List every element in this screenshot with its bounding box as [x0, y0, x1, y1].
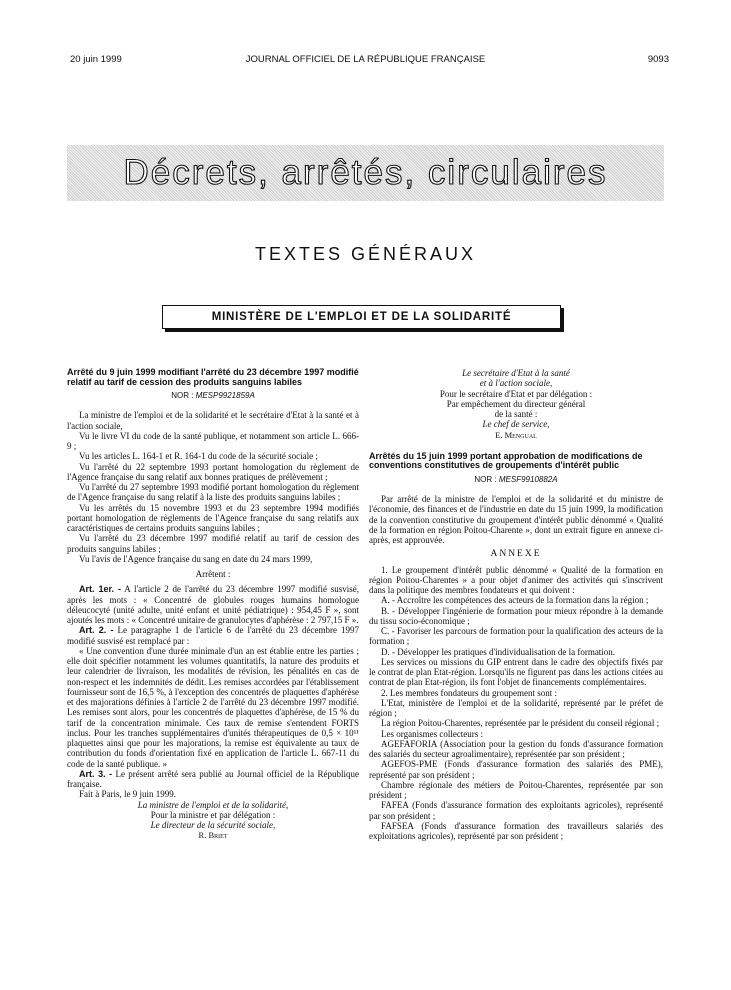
- signature-line: Le chef de service,: [482, 419, 550, 430]
- section-heading: TEXTES GÉNÉRAUX: [254, 244, 477, 264]
- paragraph: D. - Développer les pratiques d'individualisation de la formation.: [381, 646, 616, 657]
- left-column: [67, 368, 359, 841]
- article-2: Art. 2. - Le paragraphe 1 de l'article 6 de l'arrêté du 23 décembre 1997 modifié susvisé est remplacé par :: [67, 625, 359, 646]
- decree-title: Arrêtés du 15 juin 1999 portant approbation de modifications de conventions constitutives de groupements d'intérêt public: [369, 450, 643, 471]
- arretent: Arrêtent :: [195, 569, 231, 579]
- paragraph: L'Etat, ministère de l'emploi et de la solidarité, représenté par le préfet de région ;: [369, 697, 663, 718]
- paragraph: Les organismes collecteurs :: [381, 728, 484, 739]
- paragraph: Chambre régionale des métiers de Poitou-Charentes, représentée par son président ;: [369, 779, 663, 800]
- paragraph: AGEFOS-PME (Fonds d'assurance formation des salariés des PME), représenté par son président ;: [369, 759, 663, 780]
- signature-line: Pour le secrétaire d'Etat et par délégation :: [439, 388, 593, 399]
- annexe-heading: ANNEXE: [490, 549, 542, 560]
- paragraph: FAFEA (Fonds d'assurance formation des exploitants agricoles), représenté par son président ;: [369, 800, 663, 821]
- signature-line: La ministre de l'emploi et de la solidarité,: [137, 799, 289, 810]
- paragraph: Par arrêté de la ministre de l'emploi et de la solidarité et du ministre de l'économie, des finances et de l'industrie en date du 15 juin 1999, la modification de la convention constitutive du groupement d'intérêt public dénommé « Qualité de la formation en région Poitou-Charente », dont un extrait figure en annexe ci-après, est approuvée.: [369, 494, 663, 545]
- paragraph: A. - Accroître les compétences des acteurs de la formation dans la région ;: [381, 595, 649, 606]
- article-2-quote: « Une convention d'une durée minimale d'un an est établie entre les parties ; elle doit spécifier notamment les volumes quantitatifs, la nature des produits et leur calendrier de livraison, les modalités de révision, les pénalités en cas de non-respect et les indemnités de dédit. Les remises accordées par l'établissement fournisseur sont de 16,5 %, à l'exception des concentrés de plaquettes d'aphérèse et des majorations définies à l'article 2 de l'arrêté du 23 décembre 1997 modifié. Les remises sont alors, pour les concentrés de plaquettes d'aphérèse, de 15 % du tarif de la concentration minimale. Ces taux de remise s'entendent FORTS inclus. Pour les tranches supplémentaires d'unités thérapeutiques de 0,5 × 10¹¹ plaquettes ainsi que pour les majorations, la remise est équivalente au taux de contribution du fonds d'orientation fixé en application de l'article L. 667-11 du code de la santé publique. »: [67, 645, 359, 769]
- paragraph: 1. Le groupement d'intérêt public dénommé « Qualité de la formation en région Poitou-Charentes » a pour objet d'animer des activités qui s'inscrivent dans la politique des membres fondateurs et qui doivent :: [369, 564, 663, 595]
- banner-title: Décrets, arrêtés, circulaires: [123, 153, 608, 192]
- signature-line: Pour la ministre et par délégation :: [150, 809, 276, 820]
- paragraph: Vu les arrêtés du 15 novembre 1993 et du 23 septembre 1994 modifiés portant homologation de règlements de l'Agence française du sang relatifs aux caractéristiques de certains produits sanguins labiles ;: [67, 502, 359, 533]
- ministry-box: [162, 305, 561, 329]
- paragraph: C. - Favoriser les parcours de formation pour la qualification des acteurs de la formation ;: [369, 626, 663, 647]
- signature-name: E. Mengual: [495, 429, 537, 440]
- paragraph: Vu l'avis de l'Agence française du sang en date du 24 mars 1999,: [79, 553, 313, 564]
- paragraph: La ministre de l'emploi et de la solidarité et le secrétaire d'Etat à la santé et à l'action sociale,: [67, 410, 359, 431]
- paragraph: AGEFAFORIA (Association pour la gestion du fonds d'assurance formation des salariés du secteur agroalimentaire), représentée par son président ;: [369, 738, 663, 759]
- header-page-number: 9093: [647, 54, 669, 65]
- nor-reference: NOR : MESF9910882A: [474, 474, 558, 484]
- signature-line: Par empêchement du directeur général: [446, 398, 586, 409]
- paragraph: Vu l'arrêté du 22 septembre 1993 portant homologation du règlement de l'Agence française du sang relatif aux bonnes pratiques de prélèvement ;: [67, 461, 359, 482]
- header-journal-title: JOURNAL OFFICIEL DE LA RÉPUBLIQUE FRANÇAISE: [245, 54, 486, 65]
- article-3: Art. 3. - Le présent arrêté sera publié au Journal officiel de la République française.: [67, 768, 359, 789]
- signature-line: Le directeur de la sécurité sociale,: [150, 820, 276, 830]
- ministry-name: MINISTÈRE DE L'EMPLOI ET DE LA SOLIDARITÉ: [211, 311, 512, 323]
- paragraph: La région Poitou-Charentes, représentée par le président du conseil régional ;: [381, 718, 660, 729]
- nor-reference: NOR : MESP9921859A: [171, 391, 255, 400]
- paragraph: FAFSEA (Fonds d'assurance formation des travailleurs salariés des exploitations agricoles), représenté par son président ;: [369, 820, 663, 841]
- signature-line: de la santé :: [494, 409, 538, 419]
- header-date: 20 juin 1999: [70, 54, 122, 65]
- done-at: Fait à Paris, le 9 juin 1999.: [79, 789, 176, 800]
- running-header: [0, 54, 731, 68]
- paragraph: Vu l'arrêté du 27 septembre 1993 modifié portant homologation du règlement de l'Agence française du sang relatif à la liste des produits sanguins labiles ;: [67, 482, 359, 503]
- right-column: [369, 368, 663, 841]
- paragraph: Vu le livre VI du code de la santé publique, et notamment son article L. 666-9 ;: [67, 430, 359, 451]
- paragraph: Vu les articles L. 164-1 et R. 164-1 du code de la sécurité sociale ;: [79, 451, 318, 462]
- signature-name: R. Briet: [198, 830, 228, 841]
- article-1: Art. 1er. - A l'article 2 de l'arrêté du 23 décembre 1997 modifié susvisé, après les mots : « Concentré de globules rouges humains homologue déleucocyté (unité adulte, unité enfant et unité pédiatrique) : 954,45 F », sont ajoutés les mots : « Concentré unitaire de granulocytes d'aphérèse : 2 797,15 F ».: [67, 584, 359, 625]
- paragraph: 2. Les membres fondateurs du groupement sont :: [381, 687, 557, 698]
- paragraph: Les services ou missions du GIP entrent dans le cadre des objectifs fixés par le contrat de plan Etat-région. Lorsqu'ils ne figurent pas dans les actions citées au contrat de plan Etat-région, ils font l'objet de financements complémentaires.: [369, 656, 663, 688]
- decree-title: Arrêté du 9 juin 1999 modifiant l'arrêté du 23 décembre 1997 modifié relatif au tarif de cession des produits sanguins labiles: [67, 367, 359, 387]
- paragraph: B. - Développer l'ingénierie de formation pour mieux répondre à la demande du tissu socio-économique ;: [369, 605, 663, 626]
- signature-line: et à l'action sociale,: [479, 378, 553, 389]
- signature-line: Le secrétaire d'Etat à la santé: [462, 368, 570, 378]
- paragraph: Vu l'arrêté du 23 décembre 1997 modifié relatif au tarif de cession des produits sanguins labiles ;: [67, 533, 359, 554]
- section-banner: [67, 145, 664, 201]
